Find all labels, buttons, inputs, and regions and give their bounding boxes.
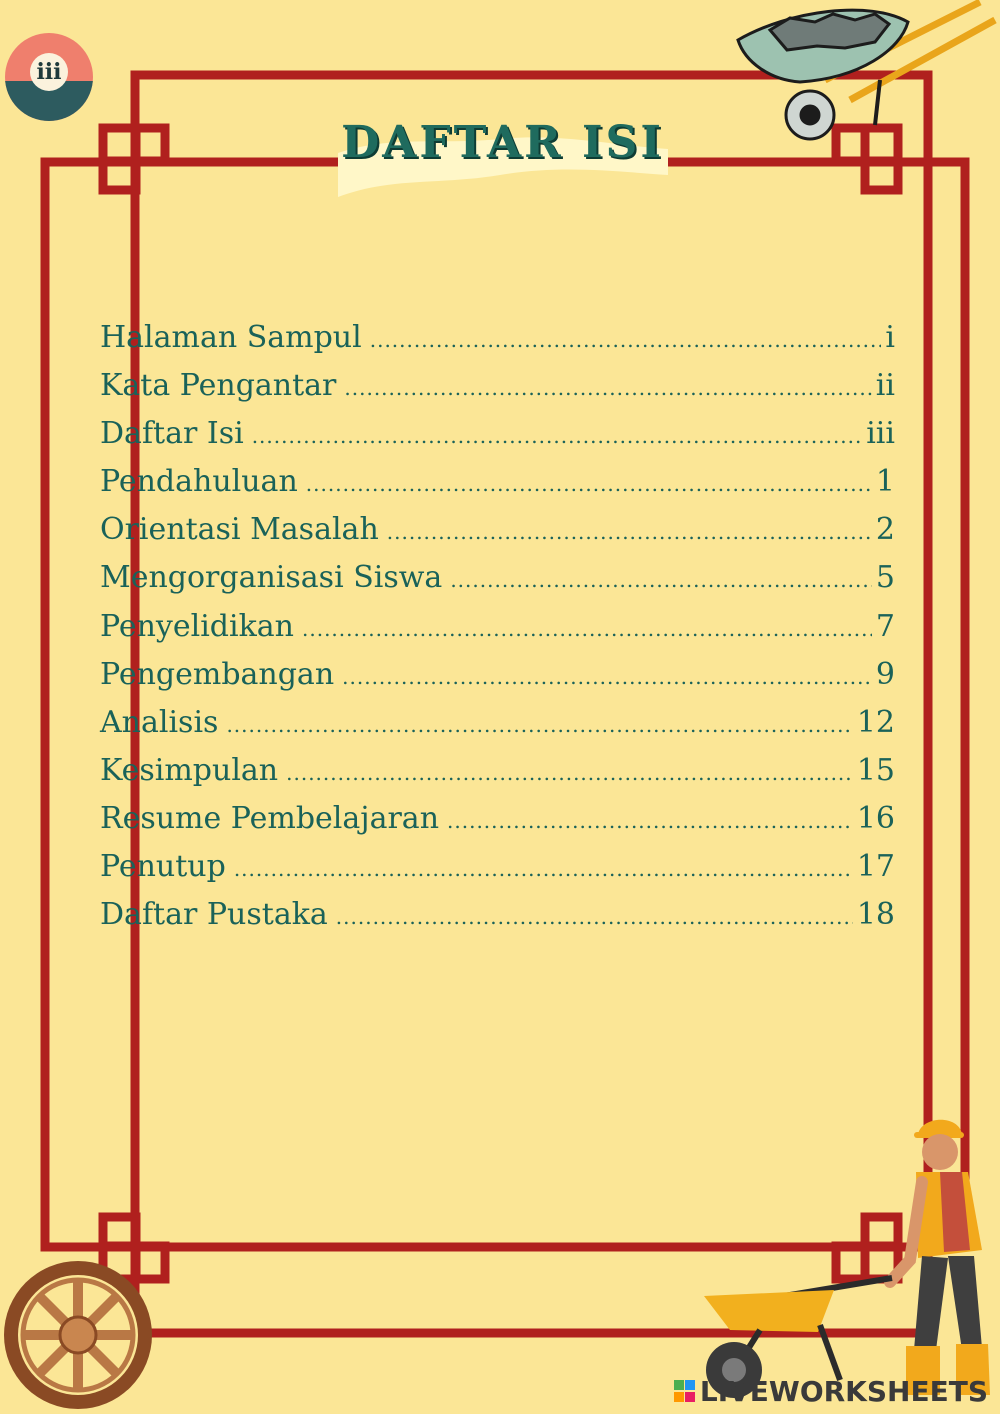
toc-page: 9 — [875, 656, 895, 692]
toc-label: Pengembangan — [100, 656, 335, 692]
toc-label: Kesimpulan — [100, 752, 279, 788]
liveworksheets-logo-icon — [674, 1380, 696, 1404]
toc-label: Resume Pembelajaran — [100, 800, 440, 836]
toc-page: i — [885, 320, 895, 355]
toc-page: 7 — [875, 608, 895, 644]
liveworksheets-watermark — [674, 1375, 988, 1408]
toc-label: Kata Pengantar — [100, 368, 337, 404]
toc-entry — [100, 462, 895, 510]
toc-page: ii — [875, 368, 895, 404]
toc-page: 16 — [856, 800, 895, 836]
toc-label: Orientasi Masalah — [100, 512, 379, 548]
toc-page: 5 — [875, 560, 895, 596]
toc-entry — [100, 558, 895, 606]
toc-label: Penutup — [100, 849, 226, 885]
table-of-contents — [100, 318, 895, 943]
toc-entry — [100, 510, 895, 558]
toc-entry — [100, 799, 895, 847]
toc-label: Penyelidikan — [100, 608, 294, 644]
toc-entry — [100, 607, 895, 655]
toc-label: Pendahuluan — [100, 464, 298, 500]
toc-entry — [100, 655, 895, 703]
page-title: DAFTAR ISI — [341, 117, 664, 168]
wheelbarrow-rocks-icon — [730, 0, 1000, 145]
toc-entry — [100, 414, 895, 462]
toc-label: Analisis — [100, 704, 219, 740]
toc-page: 12 — [856, 704, 895, 740]
page-number: iii — [30, 53, 68, 91]
toc-entry — [100, 318, 895, 366]
watermark-text: LIVEWORKSHEETS — [699, 1375, 988, 1408]
toc-label: Halaman Sampul — [100, 320, 362, 355]
toc-page: 18 — [856, 897, 895, 933]
toc-page: 17 — [856, 849, 895, 885]
toc-entry — [100, 751, 895, 799]
title-banner — [330, 105, 675, 200]
toc-page: iii — [866, 416, 895, 452]
worker-wheelbarrow-icon — [700, 1110, 1000, 1410]
toc-page: 15 — [856, 752, 895, 788]
page-number-badge — [5, 33, 93, 121]
toc-entry — [100, 366, 895, 414]
toc-entry — [100, 703, 895, 751]
toc-label: Daftar Isi — [100, 416, 244, 452]
toc-entry — [100, 847, 895, 895]
toc-label: Daftar Pustaka — [100, 897, 328, 933]
toc-page: 1 — [875, 464, 895, 500]
toc-entry — [100, 895, 895, 943]
wagon-wheel-icon — [0, 1255, 160, 1414]
toc-label: Mengorganisasi Siswa — [100, 560, 443, 596]
toc-page: 2 — [875, 512, 895, 548]
